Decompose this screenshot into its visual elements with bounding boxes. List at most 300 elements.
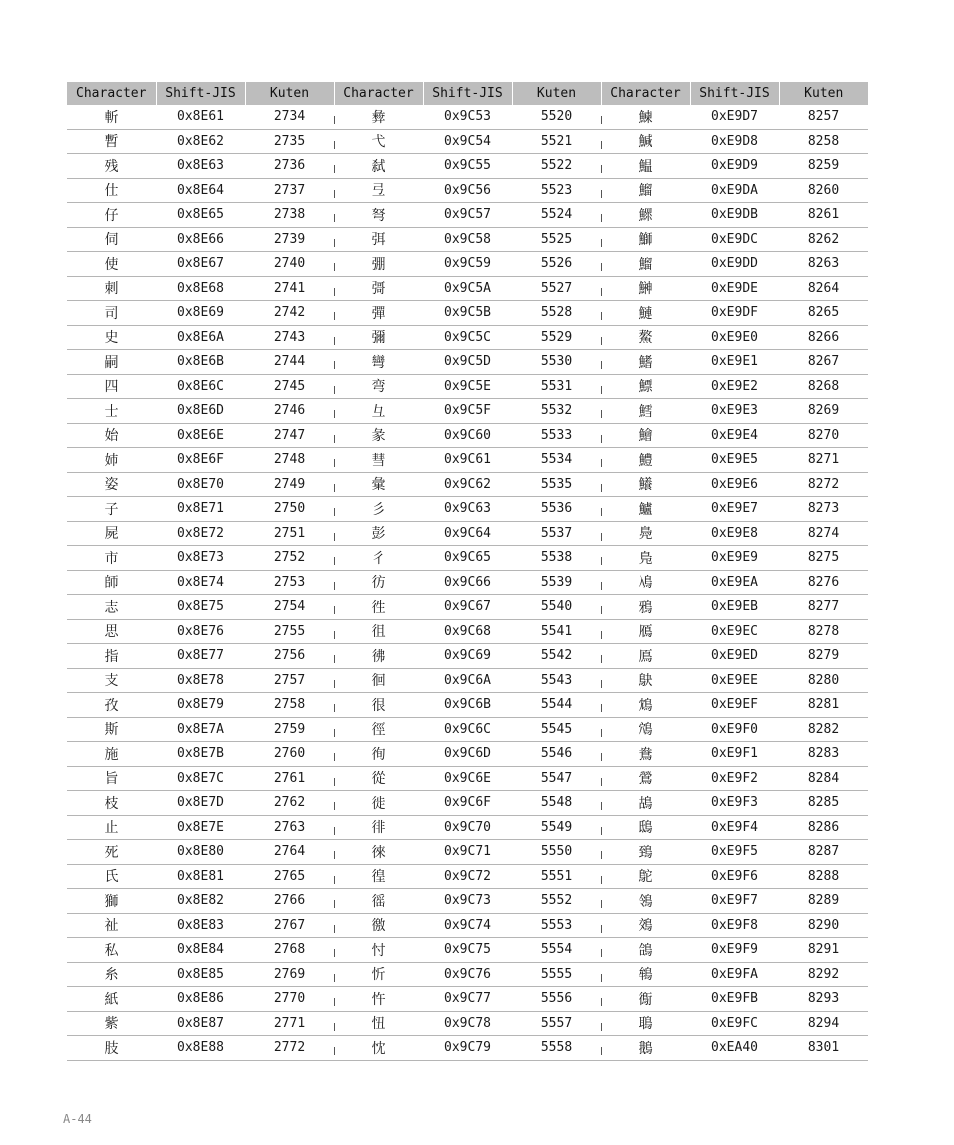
character-cell: 鰊 (601, 105, 690, 129)
column-header-kuten: Kuten (779, 82, 868, 105)
kuten-cell: 5556 (512, 987, 601, 1012)
shift-jis-cell: 0x8E68 (156, 276, 245, 301)
shift-jis-cell: 0xE9E2 (690, 374, 779, 399)
character-cell: 從 (334, 766, 423, 791)
kuten-cell: 2734 (245, 105, 334, 129)
shift-jis-cell: 0x9C62 (423, 472, 512, 497)
character-cell: 鵄 (601, 840, 690, 865)
character-cell: 鴕 (601, 864, 690, 889)
character-cell: 鴪 (601, 717, 690, 742)
kuten-cell: 8270 (779, 423, 868, 448)
character-cell: 彑 (334, 399, 423, 424)
character-cell: 鴃 (601, 668, 690, 693)
shift-jis-cell: 0xE9F7 (690, 889, 779, 914)
shift-jis-cell: 0x8E76 (156, 619, 245, 644)
table-row (67, 252, 868, 277)
kuten-cell: 8288 (779, 864, 868, 889)
shift-jis-cell: 0x8E66 (156, 227, 245, 252)
kuten-cell: 8281 (779, 693, 868, 718)
kuten-cell: 2743 (245, 325, 334, 350)
shift-jis-cell: 0x9C6A (423, 668, 512, 693)
shift-jis-cell: 0xE9FA (690, 962, 779, 987)
column-header-character: Character (334, 82, 423, 105)
shift-jis-cell: 0x9C65 (423, 546, 512, 571)
kuten-cell: 5520 (512, 105, 601, 129)
character-cell: 鰔 (601, 129, 690, 154)
shift-jis-cell: 0x8E63 (156, 154, 245, 179)
character-cell: 鴒 (601, 889, 690, 914)
kuten-cell: 2752 (245, 546, 334, 571)
character-cell: 弸 (334, 252, 423, 277)
column-header-shift-jis: Shift-JIS (156, 82, 245, 105)
shift-jis-cell: 0x8E71 (156, 497, 245, 522)
column-header-shift-jis: Shift-JIS (690, 82, 779, 105)
kuten-cell: 8265 (779, 301, 868, 326)
shift-jis-cell: 0x9C77 (423, 987, 512, 1012)
table-row (67, 791, 868, 816)
character-cell: 鱧 (601, 448, 690, 473)
kuten-cell: 2739 (245, 227, 334, 252)
shift-jis-cell: 0xE9E1 (690, 350, 779, 375)
character-cell: 鶯 (601, 766, 690, 791)
kuten-cell: 5546 (512, 742, 601, 767)
kuten-cell: 5557 (512, 1011, 601, 1036)
shift-jis-cell: 0x9C64 (423, 521, 512, 546)
table-row (67, 1011, 868, 1036)
kuten-cell: 8280 (779, 668, 868, 693)
character-code-table (67, 82, 868, 1061)
shift-jis-cell: 0x8E6C (156, 374, 245, 399)
shift-jis-cell: 0xE9F3 (690, 791, 779, 816)
shift-jis-cell: 0xE9E6 (690, 472, 779, 497)
kuten-cell: 8273 (779, 497, 868, 522)
shift-jis-cell: 0x9C74 (423, 913, 512, 938)
kuten-cell: 2766 (245, 889, 334, 914)
character-cell: 指 (67, 644, 156, 669)
kuten-cell: 5523 (512, 178, 601, 203)
kuten-cell: 5535 (512, 472, 601, 497)
kuten-cell: 8262 (779, 227, 868, 252)
character-cell: 枝 (67, 791, 156, 816)
character-cell: 徭 (334, 889, 423, 914)
character-cell: 始 (67, 423, 156, 448)
table-row (67, 693, 868, 718)
character-cell: 鱈 (601, 399, 690, 424)
character-cell: 徇 (334, 742, 423, 767)
kuten-cell: 5531 (512, 374, 601, 399)
kuten-cell: 8259 (779, 154, 868, 179)
kuten-cell: 2759 (245, 717, 334, 742)
character-cell: 鰤 (601, 227, 690, 252)
shift-jis-cell: 0x8E80 (156, 840, 245, 865)
character-cell: 姉 (67, 448, 156, 473)
table-row (67, 178, 868, 203)
table-row (67, 472, 868, 497)
kuten-cell: 2745 (245, 374, 334, 399)
kuten-cell: 2747 (245, 423, 334, 448)
kuten-cell: 5554 (512, 938, 601, 963)
shift-jis-cell: 0xE9EF (690, 693, 779, 718)
shift-jis-cell: 0x8E86 (156, 987, 245, 1012)
character-cell: 氏 (67, 864, 156, 889)
kuten-cell: 8293 (779, 987, 868, 1012)
table-row (67, 227, 868, 252)
shift-jis-cell: 0x8E85 (156, 962, 245, 987)
kuten-cell: 2744 (245, 350, 334, 375)
kuten-cell: 5533 (512, 423, 601, 448)
character-cell: 鰱 (601, 301, 690, 326)
character-cell: 彌 (334, 325, 423, 350)
character-cell: 紙 (67, 987, 156, 1012)
shift-jis-cell: 0x9C56 (423, 178, 512, 203)
shift-jis-cell: 0x9C55 (423, 154, 512, 179)
table-row (67, 203, 868, 228)
shift-jis-cell: 0x8E65 (156, 203, 245, 228)
character-cell: 鳧 (601, 521, 690, 546)
kuten-cell: 5544 (512, 693, 601, 718)
table-row (67, 742, 868, 767)
character-cell: 弖 (334, 178, 423, 203)
kuten-cell: 5543 (512, 668, 601, 693)
kuten-cell: 2764 (245, 840, 334, 865)
shift-jis-cell: 0x9C58 (423, 227, 512, 252)
character-cell: 獅 (67, 889, 156, 914)
shift-jis-cell: 0x8E84 (156, 938, 245, 963)
kuten-cell: 2742 (245, 301, 334, 326)
character-cell: 祉 (67, 913, 156, 938)
kuten-cell: 2754 (245, 595, 334, 620)
table-row (67, 546, 868, 571)
shift-jis-cell: 0xE9F2 (690, 766, 779, 791)
character-cell: 彷 (334, 570, 423, 595)
shift-jis-cell: 0xE9ED (690, 644, 779, 669)
column-header-shift-jis: Shift-JIS (423, 82, 512, 105)
shift-jis-cell: 0x8E6B (156, 350, 245, 375)
kuten-cell: 5538 (512, 546, 601, 571)
kuten-cell: 8276 (779, 570, 868, 595)
shift-jis-cell: 0xE9DE (690, 276, 779, 301)
table-row (67, 350, 868, 375)
table-row (67, 1036, 868, 1061)
character-cell: 徊 (334, 668, 423, 693)
character-cell: 司 (67, 301, 156, 326)
shift-jis-cell: 0xE9EA (690, 570, 779, 595)
shift-jis-cell: 0xE9F4 (690, 815, 779, 840)
shift-jis-cell: 0x8E7D (156, 791, 245, 816)
kuten-cell: 8284 (779, 766, 868, 791)
kuten-cell: 8294 (779, 1011, 868, 1036)
character-cell: 鳫 (601, 644, 690, 669)
character-cell: 鵁 (601, 913, 690, 938)
character-cell: 死 (67, 840, 156, 865)
shift-jis-cell: 0xE9D7 (690, 105, 779, 129)
character-cell: 鵈 (601, 1011, 690, 1036)
character-cell: 師 (67, 570, 156, 595)
character-cell: 刺 (67, 276, 156, 301)
kuten-cell: 5558 (512, 1036, 601, 1061)
shift-jis-cell: 0x8E69 (156, 301, 245, 326)
column-header-kuten: Kuten (245, 82, 334, 105)
table-row (67, 766, 868, 791)
character-cell: 彁 (334, 276, 423, 301)
character-cell: 仕 (67, 178, 156, 203)
character-cell: 斯 (67, 717, 156, 742)
kuten-cell: 5541 (512, 619, 601, 644)
shift-jis-cell: 0x8E87 (156, 1011, 245, 1036)
shift-jis-cell: 0x9C73 (423, 889, 512, 914)
kuten-cell: 5545 (512, 717, 601, 742)
character-cell: 鱸 (601, 497, 690, 522)
kuten-cell: 2753 (245, 570, 334, 595)
kuten-cell: 5539 (512, 570, 601, 595)
character-cell: 弭 (334, 227, 423, 252)
table-row (67, 301, 868, 326)
character-cell: 很 (334, 693, 423, 718)
shift-jis-cell: 0xE9D9 (690, 154, 779, 179)
shift-jis-cell: 0x8E77 (156, 644, 245, 669)
character-cell: 孜 (67, 693, 156, 718)
character-cell: 鰭 (601, 350, 690, 375)
character-cell: 彭 (334, 521, 423, 546)
character-cell: 止 (67, 815, 156, 840)
character-cell: 鴆 (601, 693, 690, 718)
kuten-cell: 8258 (779, 129, 868, 154)
character-cell: 旨 (67, 766, 156, 791)
character-cell: 弋 (334, 129, 423, 154)
table-row (67, 276, 868, 301)
kuten-cell: 2740 (245, 252, 334, 277)
shift-jis-cell: 0x8E7B (156, 742, 245, 767)
character-cell: 忻 (334, 962, 423, 987)
kuten-cell: 2749 (245, 472, 334, 497)
character-cell: 忖 (334, 938, 423, 963)
character-cell: 残 (67, 154, 156, 179)
table-row (67, 962, 868, 987)
character-cell: 志 (67, 595, 156, 620)
table-row (67, 644, 868, 669)
kuten-cell: 2770 (245, 987, 334, 1012)
shift-jis-cell: 0x9C5A (423, 276, 512, 301)
shift-jis-cell: 0xE9E9 (690, 546, 779, 571)
shift-jis-cell: 0xEA40 (690, 1036, 779, 1061)
table-row (67, 864, 868, 889)
table-row (67, 840, 868, 865)
kuten-cell: 8264 (779, 276, 868, 301)
character-cell: 姿 (67, 472, 156, 497)
shift-jis-cell: 0xE9F9 (690, 938, 779, 963)
kuten-cell: 5522 (512, 154, 601, 179)
kuten-cell: 8301 (779, 1036, 868, 1061)
kuten-cell: 5536 (512, 497, 601, 522)
character-cell: 鴾 (601, 962, 690, 987)
page-number: A-44 (63, 1112, 92, 1126)
table-row (67, 570, 868, 595)
table-row (67, 129, 868, 154)
shift-jis-cell: 0xE9E5 (690, 448, 779, 473)
kuten-cell: 5530 (512, 350, 601, 375)
shift-jis-cell: 0xE9DD (690, 252, 779, 277)
shift-jis-cell: 0xE9D8 (690, 129, 779, 154)
kuten-cell: 5552 (512, 889, 601, 914)
kuten-cell: 2769 (245, 962, 334, 987)
table-row (67, 154, 868, 179)
character-cell: 徙 (334, 791, 423, 816)
character-cell: 鰥 (601, 203, 690, 228)
character-cell: 鱠 (601, 423, 690, 448)
table-row (67, 619, 868, 644)
kuten-cell: 8274 (779, 521, 868, 546)
column-header-kuten: Kuten (512, 82, 601, 105)
shift-jis-cell: 0x9C6E (423, 766, 512, 791)
character-cell: 鴣 (601, 791, 690, 816)
kuten-cell: 2762 (245, 791, 334, 816)
shift-jis-cell: 0x8E82 (156, 889, 245, 914)
kuten-cell: 2737 (245, 178, 334, 203)
character-cell: 鰡 (601, 252, 690, 277)
shift-jis-cell: 0xE9E4 (690, 423, 779, 448)
kuten-cell: 2741 (245, 276, 334, 301)
shift-jis-cell: 0x9C5B (423, 301, 512, 326)
table-row (67, 521, 868, 546)
kuten-cell: 2736 (245, 154, 334, 179)
shift-jis-cell: 0x9C54 (423, 129, 512, 154)
character-cell: 子 (67, 497, 156, 522)
character-cell: 徼 (334, 913, 423, 938)
shift-jis-cell: 0x8E6E (156, 423, 245, 448)
shift-jis-cell: 0x8E67 (156, 252, 245, 277)
shift-jis-cell: 0xE9E3 (690, 399, 779, 424)
shift-jis-cell: 0x9C70 (423, 815, 512, 840)
shift-jis-cell: 0x8E81 (156, 864, 245, 889)
kuten-cell: 8279 (779, 644, 868, 669)
shift-jis-cell: 0xE9DF (690, 301, 779, 326)
shift-jis-cell: 0x8E6D (156, 399, 245, 424)
kuten-cell: 8271 (779, 448, 868, 473)
kuten-cell: 5521 (512, 129, 601, 154)
table-row (67, 987, 868, 1012)
kuten-cell: 8257 (779, 105, 868, 129)
shift-jis-cell: 0x9C6B (423, 693, 512, 718)
character-cell: 鴦 (601, 742, 690, 767)
shift-jis-cell: 0x9C78 (423, 1011, 512, 1036)
character-cell: 士 (67, 399, 156, 424)
character-cell: 忸 (334, 1011, 423, 1036)
shift-jis-cell: 0xE9F1 (690, 742, 779, 767)
character-cell: 斬 (67, 105, 156, 129)
kuten-cell: 8275 (779, 546, 868, 571)
character-cell: 徃 (334, 595, 423, 620)
shift-jis-cell: 0xE9EB (690, 595, 779, 620)
kuten-cell: 5548 (512, 791, 601, 816)
shift-jis-cell: 0x9C6D (423, 742, 512, 767)
kuten-cell: 5532 (512, 399, 601, 424)
kuten-cell: 8291 (779, 938, 868, 963)
kuten-cell: 2750 (245, 497, 334, 522)
kuten-cell: 5547 (512, 766, 601, 791)
shift-jis-cell: 0x9C6C (423, 717, 512, 742)
character-cell: 四 (67, 374, 156, 399)
table-row (67, 374, 868, 399)
shift-jis-cell: 0x9C57 (423, 203, 512, 228)
kuten-cell: 8290 (779, 913, 868, 938)
shift-jis-cell: 0x8E6A (156, 325, 245, 350)
kuten-cell: 2751 (245, 521, 334, 546)
column-header-character: Character (67, 82, 156, 105)
character-cell: 鳰 (601, 570, 690, 595)
character-cell: 私 (67, 938, 156, 963)
shift-jis-cell: 0x8E6F (156, 448, 245, 473)
shift-jis-cell: 0x8E64 (156, 178, 245, 203)
shift-jis-cell: 0x9C5E (423, 374, 512, 399)
character-cell: 彡 (334, 497, 423, 522)
kuten-cell: 2772 (245, 1036, 334, 1061)
character-cell: 鰰 (601, 276, 690, 301)
shift-jis-cell: 0x9C67 (423, 595, 512, 620)
character-cell: 徘 (334, 815, 423, 840)
shift-jis-cell: 0xE9DC (690, 227, 779, 252)
table-row (67, 717, 868, 742)
kuten-cell: 2758 (245, 693, 334, 718)
character-cell: 彖 (334, 423, 423, 448)
character-cell: 仔 (67, 203, 156, 228)
shift-jis-cell: 0x9C61 (423, 448, 512, 473)
shift-jis-cell: 0xE9DA (690, 178, 779, 203)
kuten-cell: 5529 (512, 325, 601, 350)
kuten-cell: 8286 (779, 815, 868, 840)
character-cell: 鳬 (601, 546, 690, 571)
character-cell: 史 (67, 325, 156, 350)
shift-jis-cell: 0x8E73 (156, 546, 245, 571)
table-row (67, 815, 868, 840)
character-cell: 弩 (334, 203, 423, 228)
shift-jis-cell: 0x8E7A (156, 717, 245, 742)
character-cell: 弯 (334, 374, 423, 399)
shift-jis-cell: 0x9C66 (423, 570, 512, 595)
table-row (67, 325, 868, 350)
kuten-cell: 8268 (779, 374, 868, 399)
shift-jis-cell: 0x8E78 (156, 668, 245, 693)
kuten-cell: 8267 (779, 350, 868, 375)
character-cell: 彗 (334, 448, 423, 473)
kuten-cell: 5537 (512, 521, 601, 546)
character-cell: 嗣 (67, 350, 156, 375)
kuten-cell: 8292 (779, 962, 868, 987)
table-row (67, 497, 868, 522)
character-cell: 彳 (334, 546, 423, 571)
kuten-cell: 8269 (779, 399, 868, 424)
shift-jis-cell: 0xE9EE (690, 668, 779, 693)
table-header-row (67, 82, 868, 105)
shift-jis-cell: 0x8E79 (156, 693, 245, 718)
shift-jis-cell: 0x9C5F (423, 399, 512, 424)
character-cell: 支 (67, 668, 156, 693)
kuten-cell: 5534 (512, 448, 601, 473)
shift-jis-cell: 0x8E88 (156, 1036, 245, 1061)
kuten-cell: 8289 (779, 889, 868, 914)
kuten-cell: 2771 (245, 1011, 334, 1036)
kuten-cell: 8272 (779, 472, 868, 497)
character-cell: 鰡 (601, 178, 690, 203)
shift-jis-cell: 0x8E72 (156, 521, 245, 546)
character-cell: 弑 (334, 154, 423, 179)
shift-jis-cell: 0x8E7E (156, 815, 245, 840)
kuten-cell: 2738 (245, 203, 334, 228)
kuten-cell: 2755 (245, 619, 334, 644)
shift-jis-cell: 0x9C72 (423, 864, 512, 889)
shift-jis-cell: 0xE9FC (690, 1011, 779, 1036)
character-cell: 鵝 (601, 1036, 690, 1061)
kuten-cell: 2757 (245, 668, 334, 693)
